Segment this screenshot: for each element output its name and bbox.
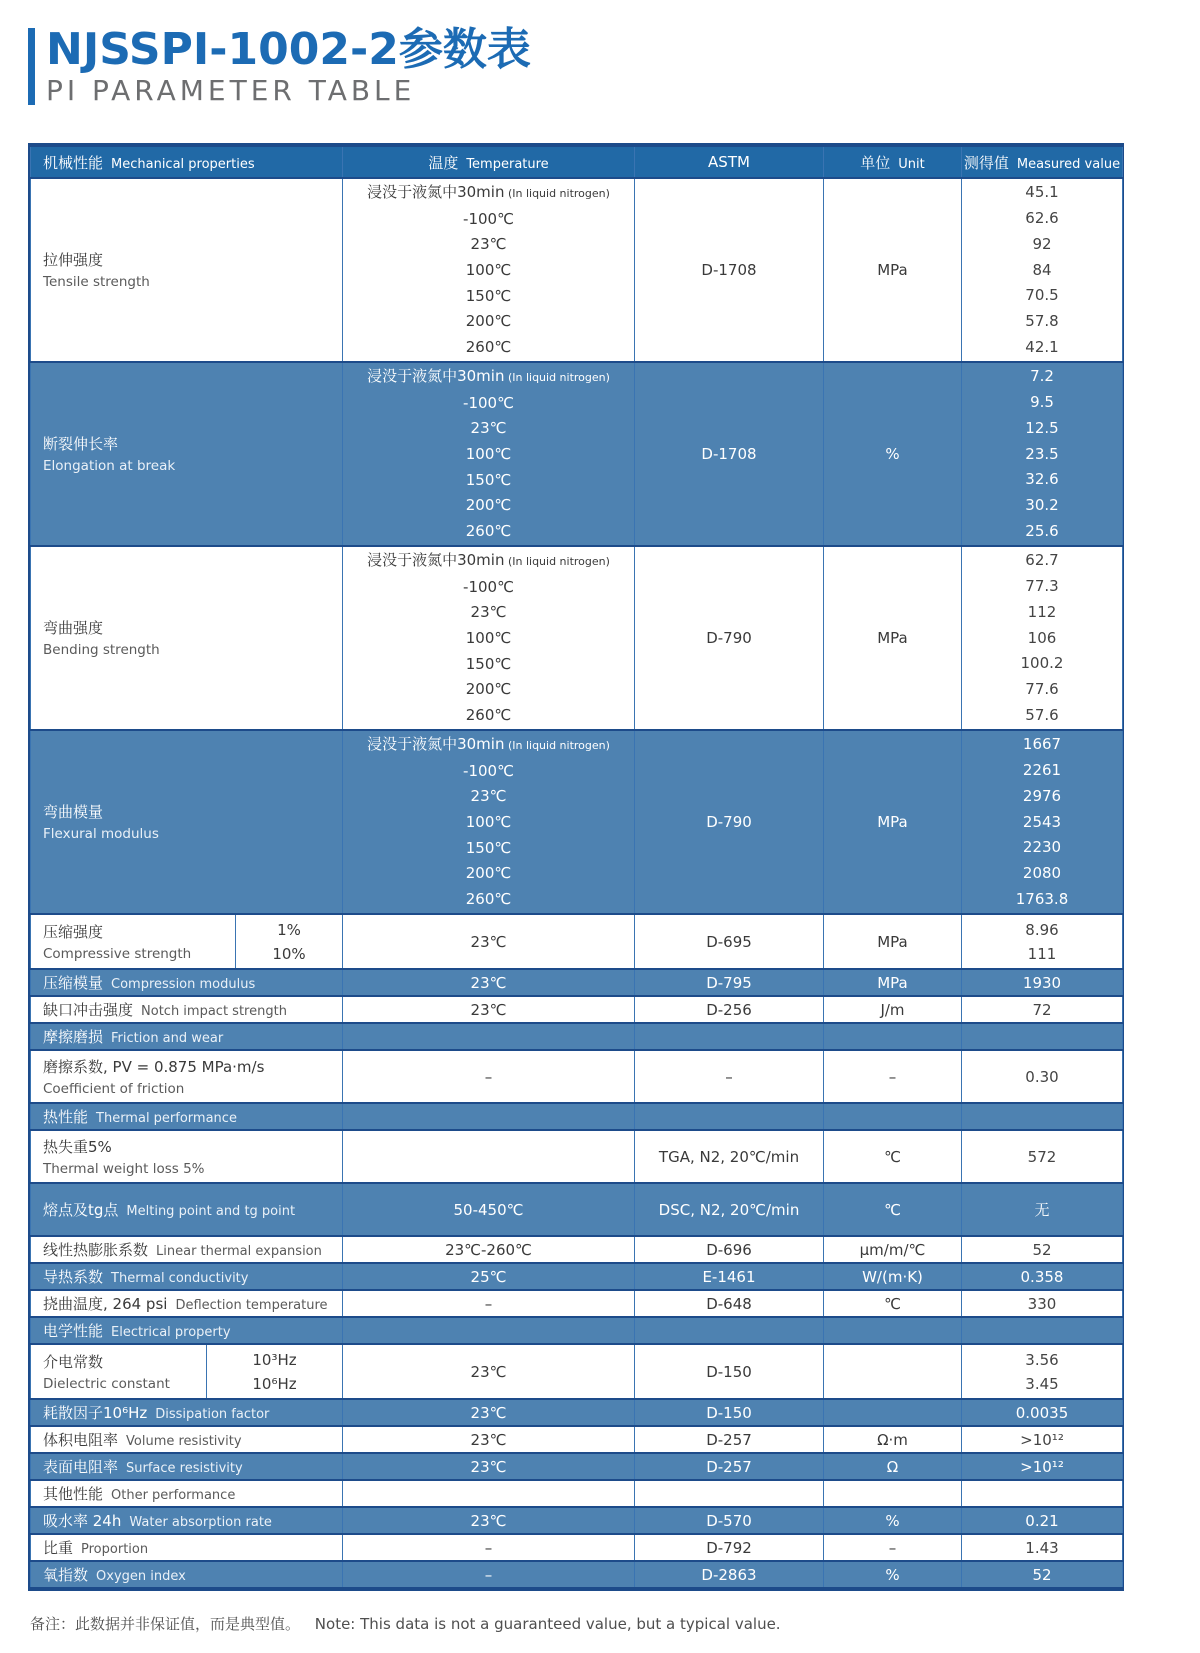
empty-cell [962, 1103, 1123, 1130]
property-name-zh: 弯曲模量 [43, 803, 104, 822]
temperature-line: -100℃ [463, 577, 514, 596]
table-row-elongation [31, 362, 1123, 546]
empty-cell [962, 1480, 1123, 1507]
temperature-line: 150℃ [465, 286, 512, 305]
property-name-zh: 氧指数 [43, 1566, 89, 1585]
property-cell [31, 1050, 343, 1103]
section-title-zh: 热性能 [43, 1108, 89, 1127]
section-title-zh: 其他性能 [43, 1485, 104, 1504]
temperature-cell [343, 730, 635, 914]
value-list [962, 547, 1122, 729]
astm-cell: D-570 [635, 1507, 824, 1534]
empty-cell [635, 1103, 824, 1130]
empty-cell [635, 1023, 824, 1050]
value-list [962, 179, 1122, 361]
temperature-line: 23℃ [470, 787, 507, 806]
value-cell [962, 362, 1123, 546]
value-line: 70.5 [1025, 286, 1059, 305]
header-temperature [343, 146, 635, 178]
empty-cell [343, 1023, 635, 1050]
unit-cell: Ω·m [824, 1426, 962, 1453]
property-cell [31, 1507, 343, 1534]
temperature-cell: 23℃ [343, 1399, 635, 1426]
property-cell [31, 1561, 343, 1588]
table-row-flexural-modulus [31, 730, 1123, 914]
property-cell [31, 1426, 343, 1453]
temperature-list [343, 179, 634, 361]
property-name-en: Surface resistivity [126, 1461, 243, 1477]
temperature-cell [343, 178, 635, 362]
value-cell: 1930 [962, 969, 1123, 996]
header-temperature-en: Temperature [466, 156, 549, 172]
value-line: 84 [1032, 260, 1052, 279]
astm-cell: D-256 [635, 996, 824, 1023]
table-row-dissipation-factor [31, 1399, 1123, 1426]
astm-cell: E-1461 [635, 1263, 824, 1290]
astm-cell: D-795 [635, 969, 824, 996]
property-cell [31, 1183, 343, 1236]
unit-cell: MPa [824, 178, 962, 362]
empty-cell [824, 1317, 962, 1344]
astm-cell: D-695 [635, 914, 824, 969]
sub-condition: 1% [277, 921, 301, 940]
value-line: 9.5 [1030, 393, 1054, 412]
temperature-line: 100℃ [465, 813, 512, 832]
value-line: 111 [1027, 944, 1057, 963]
temperature-line: 浸没于液氮中30min (In liquid nitrogen) [367, 366, 610, 385]
value-line: 1667 [1022, 735, 1062, 754]
temperature-line: 260℃ [465, 890, 512, 909]
table-header-row [31, 146, 1123, 178]
value-list [962, 731, 1122, 913]
astm-cell: D-150 [635, 1344, 824, 1399]
value-line: 25.6 [1025, 521, 1059, 540]
value-line: 77.3 [1025, 577, 1059, 596]
property-name-zh: 线性热膨胀系数 [43, 1241, 149, 1260]
table-row-water-absorption [31, 1507, 1123, 1534]
table-row-compressive-strength [31, 914, 1123, 969]
unit-cell: J/m [824, 996, 962, 1023]
value-line: 30.2 [1025, 495, 1059, 514]
temperature-line: 23℃ [470, 419, 507, 438]
value-line: 23.5 [1025, 444, 1059, 463]
property-cell [31, 362, 343, 546]
astm-cell: D-257 [635, 1426, 824, 1453]
value-line: 3.56 [1025, 1350, 1059, 1369]
property-name-zh: 压缩模量 [43, 974, 104, 993]
property-name-zh: 磨擦系数, PV = 0.875 MPa·m/s [43, 1057, 265, 1076]
header-value-zh: 测得值 [963, 153, 1009, 172]
value-line: 1763.8 [1015, 889, 1069, 908]
empty-cell [343, 1480, 635, 1507]
unit-cell: W/(m·K) [824, 1263, 962, 1290]
property-name-en: Linear thermal expansion [156, 1244, 322, 1260]
temperature-cell: 23℃ [343, 996, 635, 1023]
value-cell: 52 [962, 1561, 1123, 1588]
temperature-cell: 23℃ [343, 969, 635, 996]
value-line: 77.6 [1025, 679, 1059, 698]
temperature-line: 200℃ [465, 496, 512, 515]
value-line: 106 [1027, 628, 1057, 647]
property-cell [31, 178, 343, 362]
footnote-zh: 备注：此数据并非保证值，而是典型值。 [30, 1615, 301, 1634]
unit-cell: ℃ [824, 1130, 962, 1183]
table-row-tensile-strength [31, 178, 1123, 362]
temperature-cell: 23℃ [343, 1453, 635, 1480]
property-name-en: Water absorption rate [129, 1515, 272, 1531]
table-row-thermal-conductivity [31, 1263, 1123, 1290]
property-name-zh: 比重 [43, 1539, 74, 1558]
property-name-en: Compression modulus [111, 977, 256, 993]
value-cell: 572 [962, 1130, 1123, 1183]
temperature-line: 150℃ [465, 470, 512, 489]
unit-cell [824, 1344, 962, 1399]
value-cell: 52 [962, 1236, 1123, 1263]
table-row-deflection-temperature [31, 1290, 1123, 1317]
section-title-cell [31, 1480, 343, 1507]
astm-cell: TGA, N2, 20℃/min [635, 1130, 824, 1183]
temperature-line: 23℃ [470, 235, 507, 254]
temperature-line: 150℃ [465, 654, 512, 673]
unit-cell: MPa [824, 546, 962, 730]
table-row-dielectric-constant [31, 1344, 1123, 1399]
temperature-cell: 23℃ [343, 914, 635, 969]
property-name-en: Thermal weight loss 5% [43, 1160, 205, 1177]
temperature-line: 23℃ [470, 603, 507, 622]
property-name-en: Coefficient of friction [43, 1080, 185, 1097]
value-line: 8.96 [1025, 920, 1059, 939]
temperature-cell: – [343, 1534, 635, 1561]
property-name-zh: 吸水率 24h [43, 1512, 122, 1531]
section-row-electrical-property [31, 1317, 1123, 1344]
unit-cell: % [824, 362, 962, 546]
property-name-en: Bending strength [43, 642, 160, 659]
value-line: 2080 [1022, 863, 1062, 882]
footnote [30, 1613, 1200, 1634]
property-name-en: Tensile strength [43, 274, 150, 291]
value-cell [962, 178, 1123, 362]
empty-cell [343, 1103, 635, 1130]
temperature-cell [343, 546, 635, 730]
section-row-friction-and-wear [31, 1023, 1123, 1050]
property-name-zh: 缺口冲击强度 [43, 1001, 134, 1020]
property-name-en: Dielectric constant [43, 1375, 170, 1392]
astm-cell: D-150 [635, 1399, 824, 1426]
temperature-line: 260℃ [465, 338, 512, 357]
unit-cell: % [824, 1507, 962, 1534]
value-line: 42.1 [1025, 337, 1059, 356]
property-name-en: Dissipation factor [155, 1407, 270, 1423]
table-row-melting-point [31, 1183, 1123, 1236]
property-name-en: Thermal conductivity [111, 1271, 249, 1287]
property-name-zh: 压缩强度 [43, 922, 104, 941]
section-title-cell [31, 1317, 343, 1344]
unit-cell: % [824, 1561, 962, 1588]
astm-cell: D-696 [635, 1236, 824, 1263]
empty-cell [635, 1317, 824, 1344]
value-line: 32.6 [1025, 470, 1059, 489]
value-cell: 72 [962, 996, 1123, 1023]
empty-cell [962, 1317, 1123, 1344]
temperature-line: 200℃ [465, 680, 512, 699]
table-row-bending-strength [31, 546, 1123, 730]
temperature-list [343, 731, 634, 913]
value-cell [962, 546, 1123, 730]
header-temperature-zh: 温度 [428, 153, 459, 172]
value-line: 62.7 [1025, 551, 1059, 570]
astm-cell: D-790 [635, 730, 824, 914]
header-astm: ASTM [635, 146, 824, 178]
table-row-coefficient-of-friction [31, 1050, 1123, 1103]
value-line: 92 [1032, 234, 1052, 253]
empty-cell [824, 1023, 962, 1050]
section-title-cell [31, 1023, 343, 1050]
section-title-cell [31, 1103, 343, 1130]
table-row-volume-resistivity [31, 1426, 1123, 1453]
value-cell: 0.358 [962, 1263, 1123, 1290]
unit-cell: – [824, 1534, 962, 1561]
value-line: 2976 [1022, 786, 1062, 805]
header-unit-en: Unit [898, 156, 925, 172]
property-cell [31, 1399, 343, 1426]
astm-cell: D-257 [635, 1453, 824, 1480]
header-unit [824, 146, 962, 178]
unit-cell [824, 1399, 962, 1426]
value-cell: 无 [962, 1183, 1123, 1236]
property-name-zh: 耗散因子10⁶Hz [43, 1404, 148, 1423]
unit-cell: MPa [824, 730, 962, 914]
temperature-line: 浸没于液氮中30min (In liquid nitrogen) [367, 734, 610, 753]
value-cell: 330 [962, 1290, 1123, 1317]
temperature-cell: 23℃-260℃ [343, 1236, 635, 1263]
empty-cell [962, 1023, 1123, 1050]
property-name-en: Notch impact strength [141, 1004, 287, 1020]
sub-condition: 10% [272, 944, 306, 963]
temperature-line: 100℃ [465, 261, 512, 280]
property-name-en: Compressive strength [43, 945, 192, 962]
astm-cell: D-1708 [635, 178, 824, 362]
temperature-line: -100℃ [463, 393, 514, 412]
value-list [962, 363, 1122, 545]
property-name-zh: 熔点及tg点 [43, 1201, 119, 1220]
temperature-line: 浸没于液氮中30min (In liquid nitrogen) [367, 182, 610, 201]
temperature-cell: – [343, 1050, 635, 1103]
value-line: 12.5 [1025, 418, 1059, 437]
astm-cell: D-792 [635, 1534, 824, 1561]
footnote-en: Note: This data is not a guaranteed value, but a typical value. [314, 1615, 781, 1634]
section-title-zh: 摩擦磨损 [43, 1028, 104, 1047]
property-name-zh: 断裂伸长率 [43, 435, 119, 454]
unit-cell: Ω [824, 1453, 962, 1480]
section-row-other-performance [31, 1480, 1123, 1507]
sub-condition-column [206, 1345, 342, 1398]
page-title: NJSSPI-1002-2参数表 [46, 24, 531, 75]
value-line: 112 [1027, 602, 1057, 621]
header-property-zh: 机械性能 [43, 153, 104, 172]
temperature-line: 260℃ [465, 522, 512, 541]
value-line: 62.6 [1025, 209, 1059, 228]
property-name-en: Oxygen index [96, 1569, 186, 1585]
header-value [962, 146, 1123, 178]
property-label [31, 915, 235, 968]
empty-cell [635, 1480, 824, 1507]
property-cell [31, 996, 343, 1023]
value-line: 2261 [1022, 761, 1062, 780]
temperature-line: 100℃ [465, 629, 512, 648]
table-row-notch-impact [31, 996, 1123, 1023]
table-row-surface-resistivity [31, 1453, 1123, 1480]
table-row-thermal-weight-loss [31, 1130, 1123, 1183]
property-cell [31, 730, 343, 914]
table-row-compression-modulus [31, 969, 1123, 996]
astm-cell: D-1708 [635, 362, 824, 546]
value-cell [962, 1344, 1123, 1399]
unit-cell: μm/m/℃ [824, 1236, 962, 1263]
astm-cell: DSC, N2, 20℃/min [635, 1183, 824, 1236]
value-cell: >10¹² [962, 1453, 1123, 1480]
value-cell: 0.21 [962, 1507, 1123, 1534]
value-line: 45.1 [1025, 183, 1059, 202]
property-name-zh: 体积电阻率 [43, 1431, 119, 1450]
table-row-linear-thermal-expansion [31, 1236, 1123, 1263]
value-cell: 0.30 [962, 1050, 1123, 1103]
unit-cell: MPa [824, 914, 962, 969]
value-cell: 1.43 [962, 1534, 1123, 1561]
property-name-zh: 表面电阻率 [43, 1458, 119, 1477]
temperature-list [343, 363, 634, 545]
temperature-cell: 25℃ [343, 1263, 635, 1290]
temperature-line: 260℃ [465, 706, 512, 725]
property-name-en: Proportion [81, 1542, 149, 1558]
title-text [46, 24, 531, 107]
astm-cell: – [635, 1050, 824, 1103]
temperature-cell: 23℃ [343, 1344, 635, 1399]
value-line: 2230 [1022, 838, 1062, 857]
property-cell [31, 969, 343, 996]
value-line: 100.2 [1020, 654, 1064, 673]
property-cell [31, 546, 343, 730]
property-name-zh: 挠曲温度, 264 psi [43, 1295, 168, 1314]
value-line: 57.8 [1025, 311, 1059, 330]
temperature-cell: – [343, 1290, 635, 1317]
header-value-en: Measured value [1016, 156, 1121, 172]
section-row-thermal-performance [31, 1103, 1123, 1130]
section-title-en: Other performance [111, 1488, 236, 1504]
property-cell [31, 1130, 343, 1183]
section-title-en: Friction and wear [111, 1031, 224, 1047]
table-row-proportion [31, 1534, 1123, 1561]
astm-cell: D-648 [635, 1290, 824, 1317]
property-name-zh: 导热系数 [43, 1268, 104, 1287]
unit-cell: MPa [824, 969, 962, 996]
property-name-en: Deflection temperature [175, 1298, 328, 1314]
property-cell [31, 1534, 343, 1561]
section-title-en: Electrical property [111, 1325, 231, 1341]
temperature-cell: 50-450℃ [343, 1183, 635, 1236]
sub-condition: 10⁶Hz [252, 1374, 297, 1393]
table-row-oxygen-index [31, 1561, 1123, 1588]
empty-cell [343, 1317, 635, 1344]
temperature-line: 150℃ [465, 838, 512, 857]
value-cell [962, 730, 1123, 914]
value-cell: 0.0035 [962, 1399, 1123, 1426]
property-cell [31, 1236, 343, 1263]
temperature-line: -100℃ [463, 761, 514, 780]
header-unit-zh: 单位 [860, 153, 891, 172]
property-label [31, 1345, 206, 1398]
value-cell: >10¹² [962, 1426, 1123, 1453]
value-line: 57.6 [1025, 705, 1059, 724]
property-name-en: Volume resistivity [126, 1434, 242, 1450]
temperature-cell [343, 362, 635, 546]
temperature-cell: – [343, 1561, 635, 1588]
sub-condition: 10³Hz [252, 1351, 297, 1370]
page-subtitle: PI PARAMETER TABLE [46, 74, 416, 107]
section-title-zh: 电学性能 [43, 1322, 104, 1341]
temperature-line: 100℃ [465, 445, 512, 464]
temperature-line: 200℃ [465, 312, 512, 331]
property-name-en: Flexural modulus [43, 826, 159, 843]
temperature-line: 浸没于液氮中30min (In liquid nitrogen) [367, 550, 610, 569]
astm-cell: D-2863 [635, 1561, 824, 1588]
section-title-en: Thermal performance [96, 1111, 237, 1127]
empty-cell [824, 1103, 962, 1130]
header-property [31, 146, 343, 178]
value-line: 7.2 [1030, 367, 1054, 386]
empty-cell [824, 1480, 962, 1507]
value-line: 2543 [1022, 812, 1062, 831]
value-line: 3.45 [1025, 1374, 1059, 1393]
title-accent-bar [28, 28, 35, 105]
property-name-zh: 拉伸强度 [43, 251, 104, 270]
property-name-zh: 热失重5% [43, 1137, 112, 1156]
value-cell [962, 914, 1123, 969]
unit-cell: – [824, 1050, 962, 1103]
property-name-zh: 介电常数 [43, 1352, 104, 1371]
unit-cell: ℃ [824, 1183, 962, 1236]
unit-cell: ℃ [824, 1290, 962, 1317]
property-cell [31, 1290, 343, 1317]
temperature-list [343, 547, 634, 729]
header-property-en: Mechanical properties [111, 156, 255, 172]
property-cell [31, 1453, 343, 1480]
property-cell [31, 1344, 343, 1399]
property-cell [31, 1263, 343, 1290]
temperature-cell [343, 1130, 635, 1183]
temperature-cell: 23℃ [343, 1426, 635, 1453]
temperature-line: -100℃ [463, 209, 514, 228]
temperature-cell: 23℃ [343, 1507, 635, 1534]
sub-condition-column [235, 915, 342, 968]
title-block [28, 24, 1200, 107]
property-name-en: Melting point and tg point [126, 1204, 296, 1220]
property-name-zh: 弯曲强度 [43, 619, 104, 638]
parameter-table [28, 143, 1124, 1591]
property-name-en: Elongation at break [43, 458, 176, 475]
astm-cell: D-790 [635, 546, 824, 730]
property-cell [31, 914, 343, 969]
temperature-line: 200℃ [465, 864, 512, 883]
